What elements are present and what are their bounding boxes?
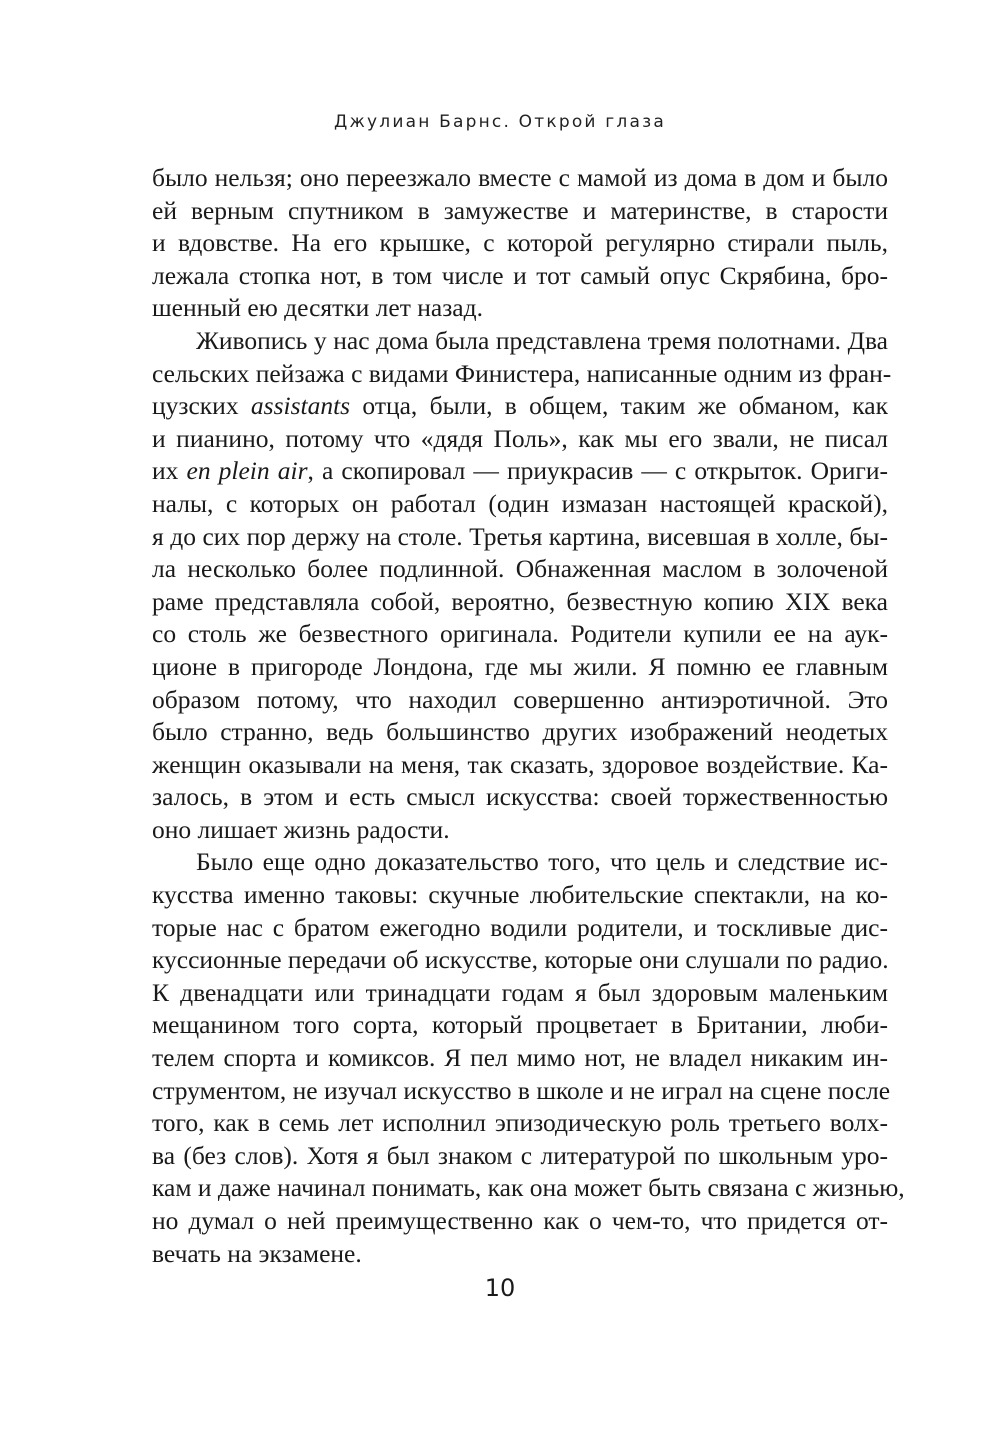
text-line: Было еще одно доказательство того, что цель и следствие ис-: [196, 847, 888, 877]
text-line: лежала стопка нот, в том числе и тот самый опус Скрябина, бро-: [152, 260, 888, 290]
text-line: ла несколько более подлинной. Обнаженная маслом в золоченой: [152, 554, 888, 584]
page-number: 10: [484, 1274, 516, 1302]
running-header: Джулиан Барнс. Открой глаза: [334, 112, 666, 132]
text-line: оно лишает жизнь радости.: [152, 814, 450, 844]
text-line: залось, в этом и есть смысл искусства: своей торжественностью: [152, 782, 888, 812]
text-line: со столь же безвестного оригинала. Родители купили ее на аук-: [152, 619, 888, 649]
body-text: [152, 162, 905, 1270]
text-line: куссионные передачи об искусстве, которые они слушали по радио.: [152, 945, 889, 975]
text-line: Живопись у нас дома была представлена тремя полотнами. Два: [196, 325, 888, 355]
text-line: струментом, не изучал искусство в школе и не играл на сцене после: [152, 1075, 891, 1105]
text-line: было нельзя; оно переезжало вместе с мамой из дома в дом и было: [152, 163, 888, 192]
text-line: но думал о ней преимущественно как о чем-то, что придется от-: [152, 1206, 888, 1235]
italic-term: en plein air: [186, 456, 308, 486]
text-line: ва (без слов). Хотя я был знаком с литературой по школьным уро-: [152, 1140, 888, 1170]
text-line: женщин оказывали на меня, так сказать, здоровое воздействие. Ка-: [152, 749, 888, 779]
text-line: мещанином того сорта, который процветает в Британии, люби-: [152, 1010, 888, 1040]
italic-term: assistants: [250, 391, 351, 421]
text-line: их en plein air, а скопировал — приукрасив — с открыток. Ориги-: [152, 456, 888, 486]
text-line: и вдовстве. На его крышке, с которой регулярно стирали пыль,: [152, 228, 888, 258]
text-line: образом потому, что находил совершенно антиэротичной. Это: [152, 684, 888, 714]
text-line: и пианино, потому что «дядя Поль», как мы его звали, не писал: [152, 423, 888, 453]
text-line: ей верным спутником в замужестве и материнстве, в старости: [152, 195, 888, 225]
text-line: было странно, ведь большинство других изображений неодетых: [152, 717, 888, 747]
paragraph: [152, 846, 905, 1270]
text-line: ционе в пригороде Лондона, где мы жили. Я помню ее главным: [152, 651, 888, 681]
text-line: цузских assistants отца, были, в общем, таким же обманом, как: [152, 391, 888, 421]
text-line: сельских пейзажа с видами Финистера, написанные одним из фран-: [152, 358, 892, 388]
paragraph: [152, 325, 892, 847]
text-line: шенный ею десятки лет назад.: [152, 293, 483, 323]
text-line: того, как в семь лет исполнил эпизодическую роль третьего волх-: [152, 1108, 888, 1138]
text-line: вечать на экзамене.: [152, 1238, 362, 1268]
text-line: кам и даже начинал понимать, как она может быть связана с жизнью,: [152, 1173, 905, 1203]
text-line: налы, с которых он работал (один измазан настоящей краской),: [152, 488, 888, 518]
text-line: раме представляла собой, вероятно, безвестную копию XIX века: [152, 586, 888, 616]
text-line: телем спорта и комиксов. Я пел мимо нот, не владел никаким ин-: [152, 1043, 888, 1073]
text-line: кусства именно таковы: скучные любительские спектакли, на ко-: [152, 880, 888, 910]
text-line: торые нас с братом ежегодно водили родители, и тоскливые дис-: [152, 912, 888, 942]
text-line: К двенадцати или тринадцати годам я был здоровым маленьким: [152, 977, 888, 1007]
text-line: я до сих пор держу на столе. Третья картина, висевшая в холле, бы-: [152, 521, 888, 551]
paragraph: [152, 162, 888, 325]
